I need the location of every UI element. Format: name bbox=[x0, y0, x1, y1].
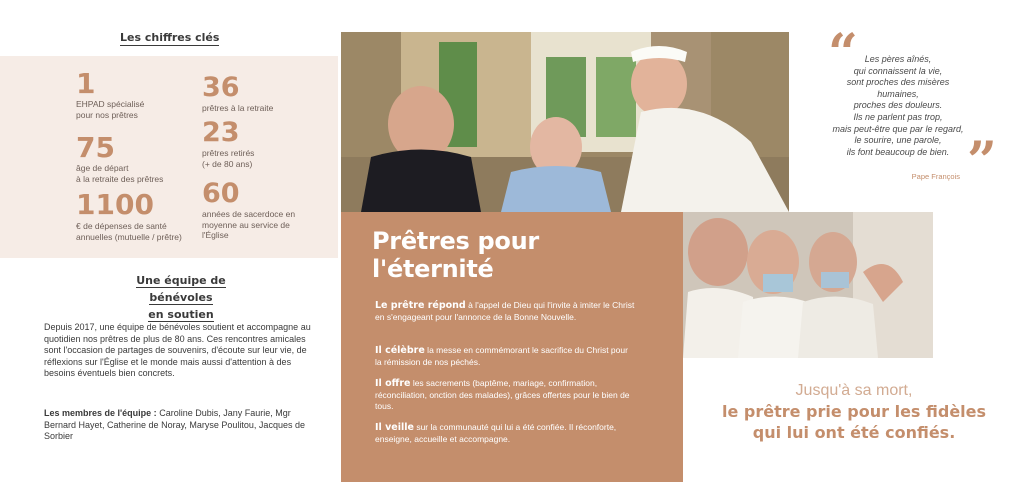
stat-ehpad bbox=[76, 67, 145, 120]
team-members bbox=[44, 408, 314, 443]
stat-label: prêtres à la retraite bbox=[202, 103, 274, 113]
stat-value: 75 bbox=[76, 131, 115, 164]
mission-paragraph-watch: Il veille sur la communauté qui lui a été confiée. Il réconforte, enseigne, accueille et accompagne. bbox=[375, 422, 617, 444]
quote-author: Pape François bbox=[911, 172, 960, 181]
team-description: Depuis 2017, une équipe de bénévoles soutient et accompagne au quotidien nos prêtres de plus de 80 ans. Ces rencontres amicales sont l'occasion de partages de souvenirs, d'écoute sur leur vie, de réflexions sur l'Église et le monde mais aussi d'attention à des besoins éventuels bien concrets. bbox=[44, 322, 311, 378]
stat-value: 23 bbox=[202, 117, 240, 148]
mission-paragraph-respond: Le prêtre répond à l'appel de Dieu qui l'invite à imiter le Christ en s'engageant pour l'annonce de la Bonne Nouvelle. bbox=[375, 300, 635, 322]
closing-line-2: le prêtre prie pour les fidèles bbox=[721, 402, 987, 421]
stat-priesthood-years bbox=[202, 180, 295, 241]
team-members-names: Caroline Dubis, Jany Faurie, Mgr Bernard Hayet, Catherine de Noray, Maryse Poulitou, Jacques de Sorbier bbox=[44, 408, 305, 441]
closing-line-1: Jusqu'à sa mort, bbox=[795, 382, 913, 399]
stat-label: € de dépenses de santé annuelles (mutuelle / prêtre) bbox=[76, 221, 182, 242]
mission-title: Prêtres pour l'éternité bbox=[372, 227, 539, 283]
photo-priests-praying bbox=[683, 212, 933, 358]
stat-label: EHPAD spécialisé pour nos prêtres bbox=[76, 99, 145, 120]
photo-pope-meeting-priests bbox=[341, 32, 789, 212]
key-figures-panel bbox=[0, 56, 338, 258]
stat-label: âge de départ à la retraite des prêtres bbox=[76, 163, 164, 184]
stat-label: années de sacerdoce en moyenne au service de l'Église bbox=[202, 209, 296, 240]
pope-quote: Les pères aînés, qui connaissent la vie, sont proches des misères humaines, proches des douleurs. Ils ne parlent pas trop, mais peut-être que par le regard, le sourire, une parole, ils font beaucoup de bien. bbox=[832, 54, 964, 157]
quote-open-icon: “ bbox=[828, 23, 858, 84]
team-title: Une équipe de bénévoles en soutien bbox=[136, 274, 226, 321]
stat-value: 36 bbox=[202, 72, 240, 103]
closing-statement bbox=[700, 381, 1008, 443]
stat-value: 1100 bbox=[76, 188, 154, 221]
quote-close-icon: ” bbox=[967, 131, 997, 192]
stat-label: prêtres retirés (+ de 80 ans) bbox=[202, 148, 255, 169]
stat-retired-priests bbox=[202, 74, 273, 114]
stat-over-80 bbox=[202, 119, 254, 169]
stat-health-spending bbox=[76, 188, 182, 242]
team-members-label: Les membres de l'équipe : bbox=[44, 408, 157, 418]
closing-line-3: qui lui ont été confiés. bbox=[752, 423, 956, 442]
mission-paragraph-celebrate: Il célèbre la messe en commémorant le sacrifice du Christ pour la rémission de nos péchés. bbox=[375, 345, 628, 367]
stat-value: 1 bbox=[76, 67, 96, 100]
key-figures-title: Les chiffres clés bbox=[120, 31, 220, 44]
mission-paragraph-offer: Il offre les sacrements (baptême, mariage, confirmation, réconciliation, onction des malades), grâces offertes pour le bien de tous. bbox=[375, 378, 630, 411]
stat-retirement-age bbox=[76, 131, 164, 184]
stat-value: 60 bbox=[202, 178, 240, 209]
